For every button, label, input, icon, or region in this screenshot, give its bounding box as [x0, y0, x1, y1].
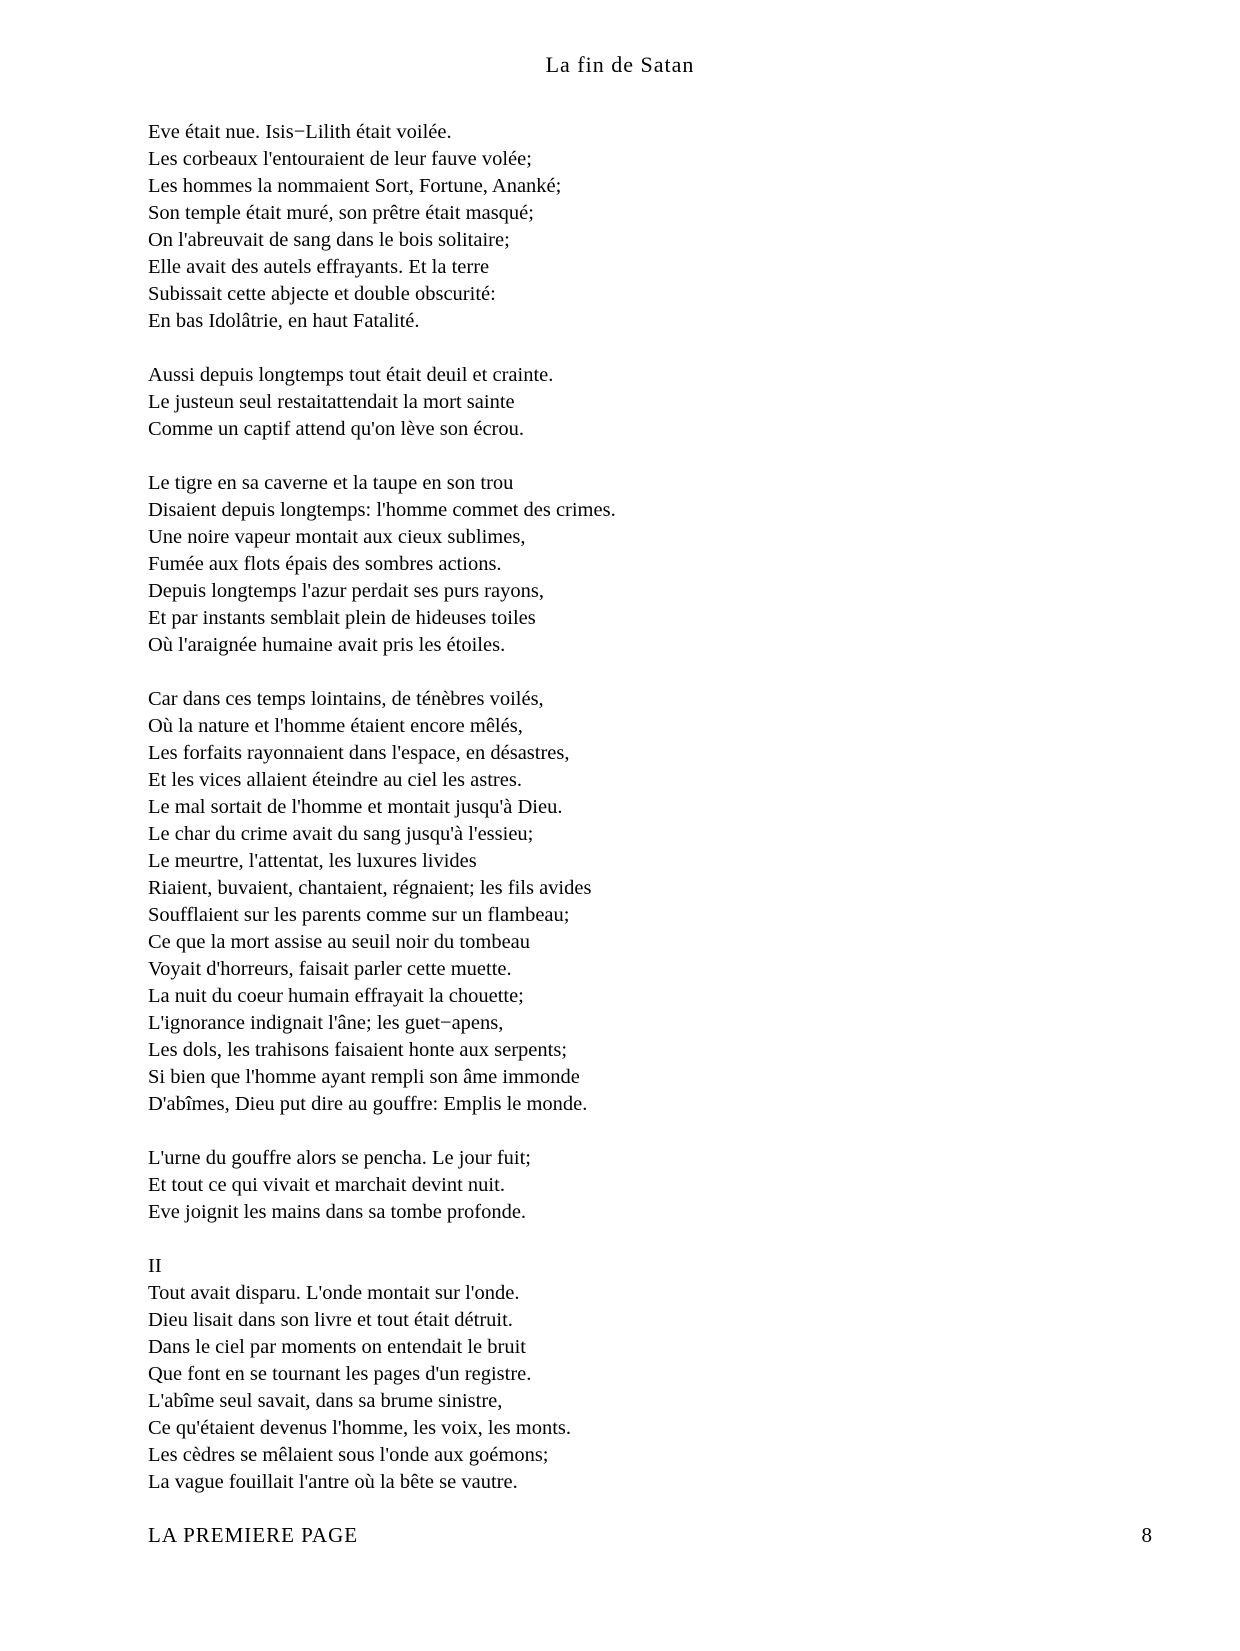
- verse-line: Où l'araignée humaine avait pris les étoiles.: [148, 634, 506, 656]
- verse-line: D'abîmes, Dieu put dire au gouffre: Emplis le monde.: [148, 1093, 588, 1115]
- verse-line: Subissait cette abjecte et double obscurité:: [148, 283, 496, 305]
- verse-line: Les hommes la nommaient Sort, Fortune, Ananké;: [148, 175, 562, 197]
- verse-line: La vague fouillait l'antre où la bête se vautre.: [148, 1471, 518, 1493]
- stanza: [148, 1253, 1148, 1496]
- verse-line: Eve était nue. Isis−Lilith était voilée.: [148, 121, 452, 143]
- verse-line: Les corbeaux l'entouraient de leur fauve volée;: [148, 148, 532, 170]
- stanza: [148, 362, 1148, 443]
- verse-line: Et les vices allaient éteindre au ciel les astres.: [148, 769, 522, 791]
- verse-line: Ce qu'étaient devenus l'homme, les voix, les monts.: [148, 1417, 572, 1439]
- verse-line: L'abîme seul savait, dans sa brume sinistre,: [148, 1390, 503, 1412]
- stanza: [148, 470, 1148, 659]
- verse-line: Depuis longtemps l'azur perdait ses purs rayons,: [148, 580, 544, 602]
- verse-line: Son temple était muré, son prêtre était masqué;: [148, 202, 534, 224]
- page-header-title: La fin de Satan: [545, 52, 695, 77]
- verse-line: Ce que la mort assise au seuil noir du tombeau: [148, 931, 531, 953]
- verse-line: Que font en se tournant les pages d'un registre.: [148, 1363, 532, 1385]
- verse-line: Où la nature et l'homme étaient encore mêlés,: [148, 715, 523, 737]
- verse-line: Le char du crime avait du sang jusqu'à l'essieu;: [148, 823, 534, 845]
- verse-line: En bas Idolâtrie, en haut Fatalité.: [148, 310, 420, 332]
- verse-line: Le justeun seul restaitattendait la mort sainte: [148, 391, 515, 413]
- verse-line: Voyait d'horreurs, faisait parler cette muette.: [148, 958, 512, 980]
- verse-line: Disaient depuis longtemps: l'homme commet des crimes.: [148, 499, 616, 521]
- verse-line: Eve joignit les mains dans sa tombe profonde.: [148, 1201, 527, 1223]
- stanza: [148, 119, 1148, 335]
- verse-line: Riaient, buvaient, chantaient, régnaient; les fils avides: [148, 877, 592, 899]
- verse-line: Et par instants semblait plein de hideuses toiles: [148, 607, 536, 629]
- verse-line: Les forfaits rayonnaient dans l'espace, en désastres,: [148, 742, 570, 764]
- verse-line: Aussi depuis longtemps tout était deuil et crainte.: [148, 364, 554, 386]
- verse-line: La nuit du coeur humain effrayait la chouette;: [148, 985, 524, 1007]
- poem-body: [148, 119, 1148, 1523]
- verse-line: Car dans ces temps lointains, de ténèbres voilés,: [148, 688, 544, 710]
- stanza: [148, 686, 1148, 1118]
- verse-line: Dans le ciel par moments on entendait le bruit: [148, 1336, 526, 1358]
- verse-line: Le tigre en sa caverne et la taupe en son trou: [148, 472, 514, 494]
- verse-line: Soufflaient sur les parents comme sur un flambeau;: [148, 904, 570, 926]
- page-footer-label: LA PREMIERE PAGE: [148, 1523, 359, 1547]
- verse-line: Si bien que l'homme ayant rempli son âme immonde: [148, 1066, 580, 1088]
- verse-line: L'ignorance indignait l'âne; les guet−apens,: [148, 1012, 504, 1034]
- verse-line: Une noire vapeur montait aux cieux sublimes,: [148, 526, 526, 548]
- verse-line: Tout avait disparu. L'onde montait sur l'onde.: [148, 1282, 520, 1304]
- verse-line: On l'abreuvait de sang dans le bois solitaire;: [148, 229, 510, 251]
- verse-line: II: [148, 1255, 162, 1277]
- verse-line: Le mal sortait de l'homme et montait jusqu'à Dieu.: [148, 796, 563, 818]
- page-number: 8: [1141, 1523, 1152, 1547]
- verse-line: Elle avait des autels effrayants. Et la terre: [148, 256, 490, 278]
- stanza: [148, 1145, 1148, 1226]
- verse-line: Comme un captif attend qu'on lève son écrou.: [148, 418, 525, 440]
- verse-line: Dieu lisait dans son livre et tout était détruit.: [148, 1309, 513, 1331]
- verse-line: Les dols, les trahisons faisaient honte aux serpents;: [148, 1039, 568, 1061]
- verse-line: Le meurtre, l'attentat, les luxures livides: [148, 850, 477, 872]
- verse-line: Et tout ce qui vivait et marchait devint nuit.: [148, 1174, 505, 1196]
- verse-line: Fumée aux flots épais des sombres actions.: [148, 553, 502, 575]
- verse-line: L'urne du gouffre alors se pencha. Le jour fuit;: [148, 1147, 532, 1169]
- verse-line: Les cèdres se mêlaient sous l'onde aux goémons;: [148, 1444, 549, 1466]
